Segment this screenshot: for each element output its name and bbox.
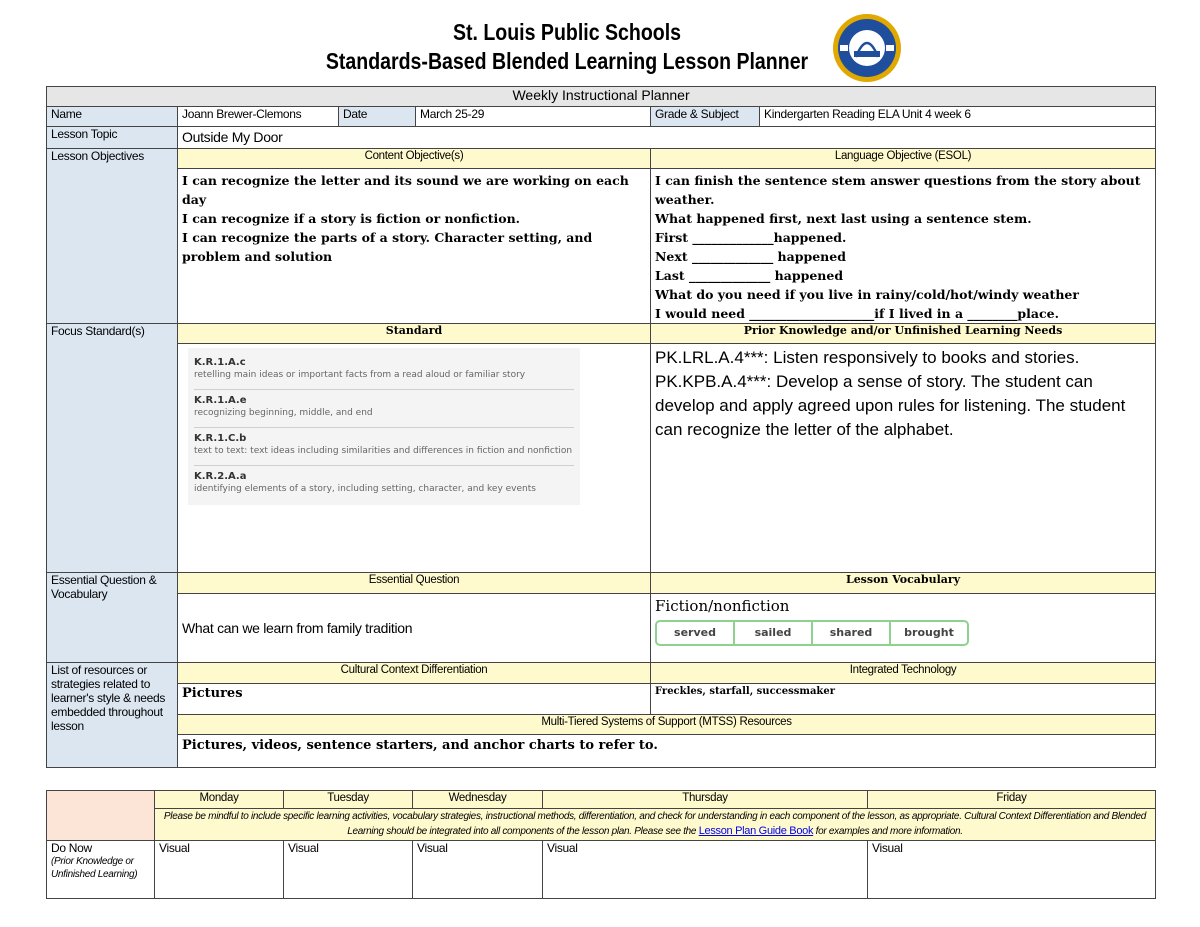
language-objective-item: First _____________happened. [655,230,847,245]
do-now-monday: Visual [155,841,284,899]
language-objective-header: Language Objective (ESOL) [651,149,1156,169]
topic-value: Outside My Door [178,127,1156,149]
standard-code: K.R.1.A.e [194,395,247,406]
objectives-label: Lesson Objectives [47,149,178,324]
name-label: Name [47,107,178,127]
standard-code: K.R.1.A.c [194,357,246,368]
vocabulary-word: brought [904,626,954,639]
integrated-technology-header: Integrated Technology [651,663,1156,684]
vocabulary-word-list [655,620,969,646]
day-tuesday: Tuesday [284,791,413,809]
do-now-friday: Visual [868,841,1156,899]
do-now-thursday: Visual [543,841,868,899]
mtss-value: Pictures, videos, sentence starters, and anchor charts to refer to. [178,735,1156,768]
language-objective-item: I would need ____________________if I lived in a ________place. [655,306,1059,321]
prior-knowledge-header: Prior Knowledge and/or Unfinished Learning Needs [651,324,1156,344]
planner-title: Weekly Instructional Planner [47,87,1156,107]
school-district-seal-icon [832,13,902,83]
planning-note-text-end: for examples and more information. [813,826,963,837]
weekly-planner-table [46,86,1156,768]
standard-code: K.R.2.A.a [194,471,247,482]
focus-standard-label: Focus Standard(s) [47,324,178,573]
language-objective-item: Next _____________ happened [655,249,846,264]
standard-header: Standard [178,324,651,344]
vocabulary-word: served [657,622,735,644]
mtss-header: Multi-Tiered Systems of Support (MTSS) Resources [178,715,1156,735]
do-now-label: Do Now [51,841,92,855]
standard-item [194,390,574,428]
planning-note [155,809,1156,841]
cultural-context-value: Pictures [178,684,651,715]
content-objective-item: I can recognize the letter and its sound we are working on each day [182,173,629,207]
integrated-technology-value: Freckles, starfall, successmaker [651,684,1156,715]
grade-value: Kindergarten Reading ELA Unit 4 week 6 [760,107,1156,127]
day-friday: Friday [868,791,1156,809]
date-value: March 25-29 [416,107,651,127]
vocabulary-word: sailed [735,622,813,644]
lesson-plan-guide-link[interactable]: Lesson Plan Guide Book [698,825,814,837]
content-objective-item: I can recognize the parts of a story. Character setting, and problem and solution [182,230,593,264]
standard-item [194,466,574,503]
standard-item [194,352,574,390]
language-objectives [651,169,1156,324]
vocabulary-word: shared [813,622,891,644]
standards-cell [178,344,651,573]
essential-question-header: Essential Question [178,573,651,594]
prior-knowledge-text: PK.LRL.A.4***: Listen responsively to books and stories. PK.KPB.A.4***: Develop a sense of story. The student can develop and apply agreed upon rules for listening. The student can recognize the letter of the alphabet. [651,344,1156,573]
do-now-sublabel: (Prior Knowledge or Unfinished Learning) [51,856,138,880]
language-objective-item: I can finish the sentence stem answer questions from the story about weather. [655,173,1141,207]
name-value: Joann Brewer-Clemons [178,107,339,127]
standard-desc: text to text: text ideas including similarities and differences in fiction and nonfiction [194,446,573,456]
do-now-wednesday: Visual [413,841,543,899]
standard-desc: recognizing beginning, middle, and end [194,408,373,418]
do-now-label-cell [47,841,155,899]
standard-code: K.R.1.C.b [194,433,247,444]
page-subtitle: Standards-Based Blended Learning Lesson Planner [325,48,809,74]
topic-label: Lesson Topic [47,127,178,149]
day-thursday: Thursday [543,791,868,809]
content-objectives [178,169,651,324]
standard-item [194,428,574,466]
lesson-vocabulary-cell [651,594,1156,663]
planning-note-text: Please be mindful to include specific learning activities, vocabulary strategies, instructional methods, differentiation, and check for understanding in each component of the lesson, as appropriate. Cultural Context Differentiation and Blended Learning should be integrated into all components of the lesson plan. Please see the [163,811,1147,837]
weekly-schedule-table [46,790,1156,899]
day-wednesday: Wednesday [413,791,543,809]
content-objective-header: Content Objective(s) [178,149,651,169]
date-label: Date [339,107,416,127]
page-title: St. Louis Public Schools [452,19,682,45]
essential-question-value: What can we learn from family tradition [178,594,651,663]
language-objective-item: Last _____________ happened [655,268,844,283]
day-monday: Monday [155,791,284,809]
page-header [0,18,1134,76]
resources-label: List of resources or strategies related to learner's style & needs embedded throughout lesson [47,663,178,768]
essential-question-label: Essential Question & Vocabulary [47,573,178,663]
content-objective-item: I can recognize if a story is fiction or nonfiction. [182,211,521,226]
cultural-context-header: Cultural Context Differentiation [178,663,651,684]
vocabulary-title: Fiction/nonfiction [655,597,790,615]
standard-desc: retelling main ideas or important facts from a read aloud or familiar story [194,370,526,380]
language-objective-item: What happened first, next last using a sentence stem. [655,211,1032,226]
standards-list [188,348,580,505]
schedule-corner-cell [47,791,155,841]
lesson-vocabulary-header: Lesson Vocabulary [651,573,1156,594]
do-now-tuesday: Visual [284,841,413,899]
grade-label: Grade & Subject [651,107,760,127]
language-objective-item: What do you need if you live in rainy/cold/hot/windy weather [655,287,1079,302]
standard-desc: identifying elements of a story, including setting, character, and key events [194,484,536,494]
